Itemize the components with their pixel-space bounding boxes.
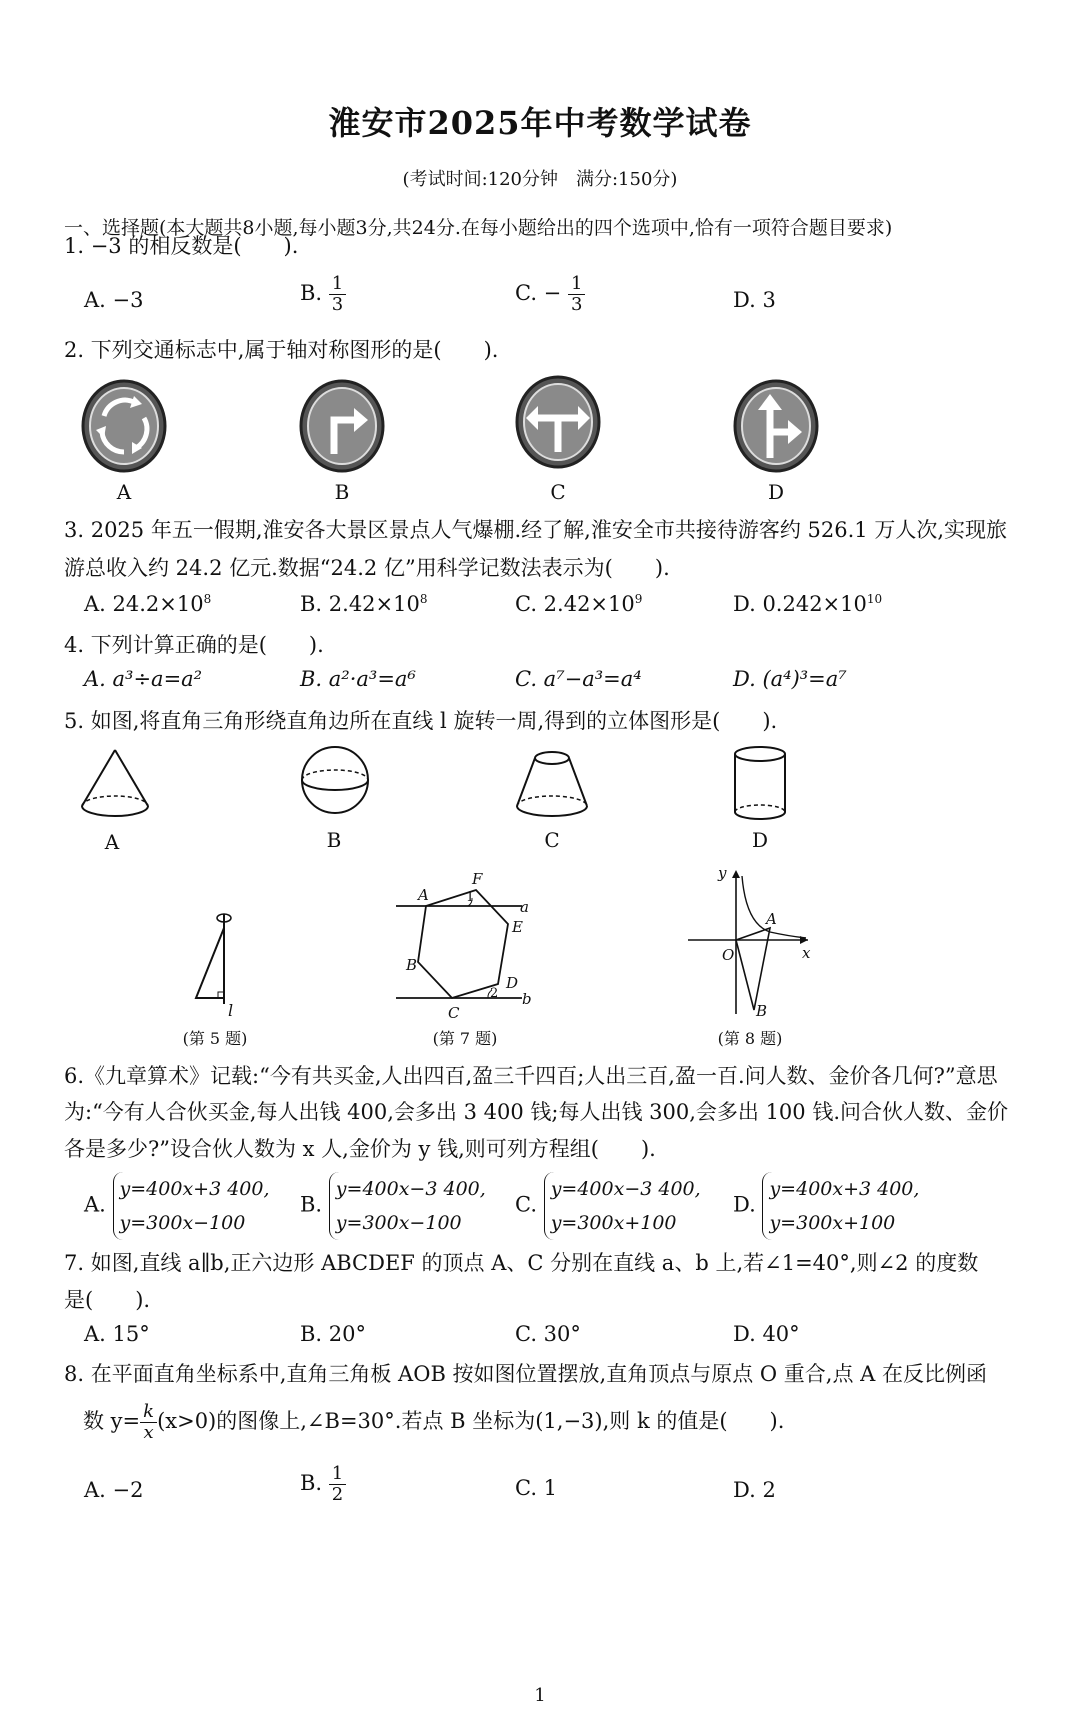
equation-system — [762, 1172, 919, 1240]
q1-option-d: D. 3 — [733, 288, 776, 312]
q3-a-base: A. 24.2×10 — [84, 592, 204, 616]
section-heading: 一、选择题(本大题共8小题,每小题3分,共24分.在每小题给出的四个选项中,恰有一项符合题目要求) — [64, 217, 893, 239]
q3-option-a — [84, 592, 211, 616]
fig7-label-b: B — [406, 956, 418, 974]
question-6-line2: 为:“今有人合伙买金,每人出钱 400,会多出 3 400 钱;每人出钱 300,会多出 100 钱.问合伙人数、金价 — [64, 1100, 1009, 1124]
question-1-stem: 1. −3 的相反数是( ). — [64, 234, 299, 258]
q1-option-c — [515, 274, 585, 315]
cylinder-shape — [732, 746, 788, 822]
fig8-label-y: y — [718, 864, 727, 882]
q3-d-exp: 10 — [866, 592, 883, 606]
equation-system — [329, 1172, 486, 1240]
q4-option-b: B. a²·a³=a⁶ — [300, 667, 416, 691]
denominator: 3 — [331, 294, 344, 315]
fig7-label-a: A — [418, 886, 429, 904]
q3-a-exp: 8 — [203, 592, 212, 606]
page-number: 1 — [534, 1685, 546, 1706]
q2-label-d: D — [767, 480, 785, 504]
figure-7-caption: (第 7 题) — [432, 1029, 498, 1048]
equation: y=400x+3 400, — [119, 1178, 270, 1200]
q3-c-exp: 9 — [634, 592, 643, 606]
fig7-label-f: F — [472, 870, 483, 888]
equation: y=400x−3 400, — [335, 1178, 486, 1200]
q6-c-label: C. — [515, 1192, 537, 1217]
question-6-line1: 6.《九章算术》记载:“今有共买金,人出四百,盈三千四百;人出三百,盈一百.问人数、金价各几何?”意思 — [64, 1064, 998, 1088]
numerator: 1 — [329, 274, 346, 295]
fig7-angle-1: 1 — [466, 890, 475, 905]
figure-8-diagram — [688, 866, 818, 1016]
q5-label-a: A — [104, 830, 120, 854]
q6-option-a — [84, 1172, 270, 1240]
question-8-line2 — [64, 1402, 784, 1443]
denominator: x — [143, 1422, 154, 1443]
question-7-line2: 是( ). — [64, 1288, 151, 1312]
figure-8-caption: (第 8 题) — [717, 1029, 783, 1048]
question-4-stem: 4. 下列计算正确的是( ). — [64, 633, 324, 657]
fraction — [568, 274, 585, 315]
q3-b-base: B. 2.42×10 — [300, 592, 420, 616]
q1-option-b — [300, 274, 346, 315]
fig7-label-e: E — [512, 918, 523, 936]
equation: y=300x−100 — [335, 1212, 462, 1234]
q6-option-b — [300, 1172, 486, 1240]
fig7-label-line-b: b — [522, 990, 532, 1008]
q2-label-a: A — [116, 480, 132, 504]
q8-line2-rest: (x>0)的图像上,∠B=30°.若点 B 坐标为(1,−3),则 k 的值是( ). — [157, 1409, 785, 1433]
fig7-label-line-a: a — [520, 898, 529, 916]
fraction — [329, 274, 346, 315]
q7-option-d: D. 40° — [733, 1322, 800, 1346]
q4-option-c: C. a⁷−a³=a⁴ — [515, 667, 642, 691]
fig8-label-o: O — [722, 946, 735, 964]
page-title: 淮安市2025年中考数学试卷 — [328, 104, 752, 142]
equation: y=300x+100 — [550, 1212, 677, 1234]
sign-straight-right — [732, 378, 820, 474]
q3-c-base: C. 2.42×10 — [515, 592, 635, 616]
equation: y=300x+100 — [769, 1212, 896, 1234]
q2-label-c: C — [550, 480, 566, 504]
question-7-line1: 7. 如图,直线 a∥b,正六边形 ABCDEF 的顶点 A、C 分别在直线 a、b 上,若∠1=40°,则∠2 的度数 — [64, 1251, 979, 1275]
q6-a-label: A. — [84, 1192, 106, 1217]
q7-option-a: A. 15° — [84, 1322, 150, 1346]
figure-5-diagram — [190, 908, 240, 1008]
sign-left-right — [514, 374, 602, 470]
exam-info: (考试时间:120分钟 满分:150分) — [402, 169, 678, 190]
sphere-shape — [300, 745, 370, 815]
q6-option-c — [515, 1172, 701, 1240]
q5-label-d: D — [751, 828, 769, 852]
q7-option-c: C. 30° — [515, 1322, 581, 1346]
numerator: k — [140, 1402, 157, 1423]
q5-label-c: C — [544, 828, 560, 852]
q8-b-label: B. — [300, 1471, 323, 1495]
fraction — [140, 1402, 157, 1443]
fig8-label-b: B — [756, 1002, 768, 1020]
sign-turn-right — [298, 378, 386, 474]
equation-system — [544, 1172, 701, 1240]
numerator: 1 — [329, 1464, 346, 1485]
q8-option-a: A. −2 — [84, 1478, 144, 1502]
sign-roundabout — [80, 378, 168, 474]
q6-b-label: B. — [300, 1192, 323, 1217]
q1-c-label: C. − — [515, 281, 562, 305]
question-3-line1: 3. 2025 年五一假期,淮安各大景区景点人气爆棚.经了解,淮安全市共接待游客约 526.1 万人次,实现旅 — [64, 518, 1007, 542]
question-5-stem: 5. 如图,将直角三角形绕直角边所在直线 l 旋转一周,得到的立体图形是( ). — [64, 709, 778, 733]
cone-shape — [80, 748, 150, 820]
q4-option-d: D. (a⁴)³=a⁷ — [733, 667, 847, 691]
question-2-stem: 2. 下列交通标志中,属于轴对称图形的是( ). — [64, 338, 499, 362]
fig7-angle-2: 2 — [490, 986, 499, 1001]
question-8-line1: 8. 在平面直角坐标系中,直角三角板 AOB 按如图位置摆放,直角顶点与原点 O 重合,点 A 在反比例函 — [64, 1362, 987, 1386]
q8-option-d: D. 2 — [733, 1478, 776, 1502]
fig8-label-x: x — [802, 944, 811, 962]
q3-option-b — [300, 592, 428, 616]
q5-label-b: B — [326, 828, 342, 852]
figure-5-caption: (第 5 题) — [182, 1029, 248, 1048]
equation: y=400x−3 400, — [550, 1178, 701, 1200]
q6-d-label: D. — [733, 1192, 756, 1217]
q3-b-exp: 8 — [419, 592, 428, 606]
q8-option-c: C. 1 — [515, 1476, 558, 1500]
numerator: 1 — [568, 274, 585, 295]
q2-label-b: B — [334, 480, 350, 504]
frustum-shape — [514, 750, 590, 820]
q1-option-a: A. −3 — [84, 288, 144, 312]
fraction — [329, 1464, 346, 1505]
q3-option-c — [515, 592, 642, 616]
fig8-label-a: A — [766, 910, 777, 928]
equation-system — [113, 1172, 270, 1240]
q3-option-d — [733, 592, 882, 616]
q7-option-b: B. 20° — [300, 1322, 367, 1346]
fig7-label-d: D — [506, 974, 519, 992]
fig7-label-c: C — [448, 1004, 460, 1022]
q3-d-base: D. 0.242×10 — [733, 592, 867, 616]
equation: y=400x+3 400, — [769, 1178, 920, 1200]
figure-7-diagram — [396, 880, 526, 1020]
q8-formula-prefix: 数 y= — [83, 1409, 141, 1433]
q4-option-a: A. a³÷a=a² — [84, 667, 203, 691]
fig5-line-label: l — [228, 1001, 234, 1020]
question-3-line2: 游总收入约 24.2 亿元.数据“24.2 亿”用科学记数法表示为( ). — [64, 556, 670, 580]
q6-option-d — [733, 1172, 919, 1240]
equation: y=300x−100 — [119, 1212, 246, 1234]
denominator: 2 — [331, 1484, 344, 1505]
q8-option-b — [300, 1464, 346, 1505]
question-6-line3: 各是多少?”设合伙人数为 x 人,金价为 y 钱,则可列方程组( ). — [64, 1137, 656, 1161]
denominator: 3 — [570, 294, 583, 315]
q1-b-label: B. — [300, 281, 323, 305]
